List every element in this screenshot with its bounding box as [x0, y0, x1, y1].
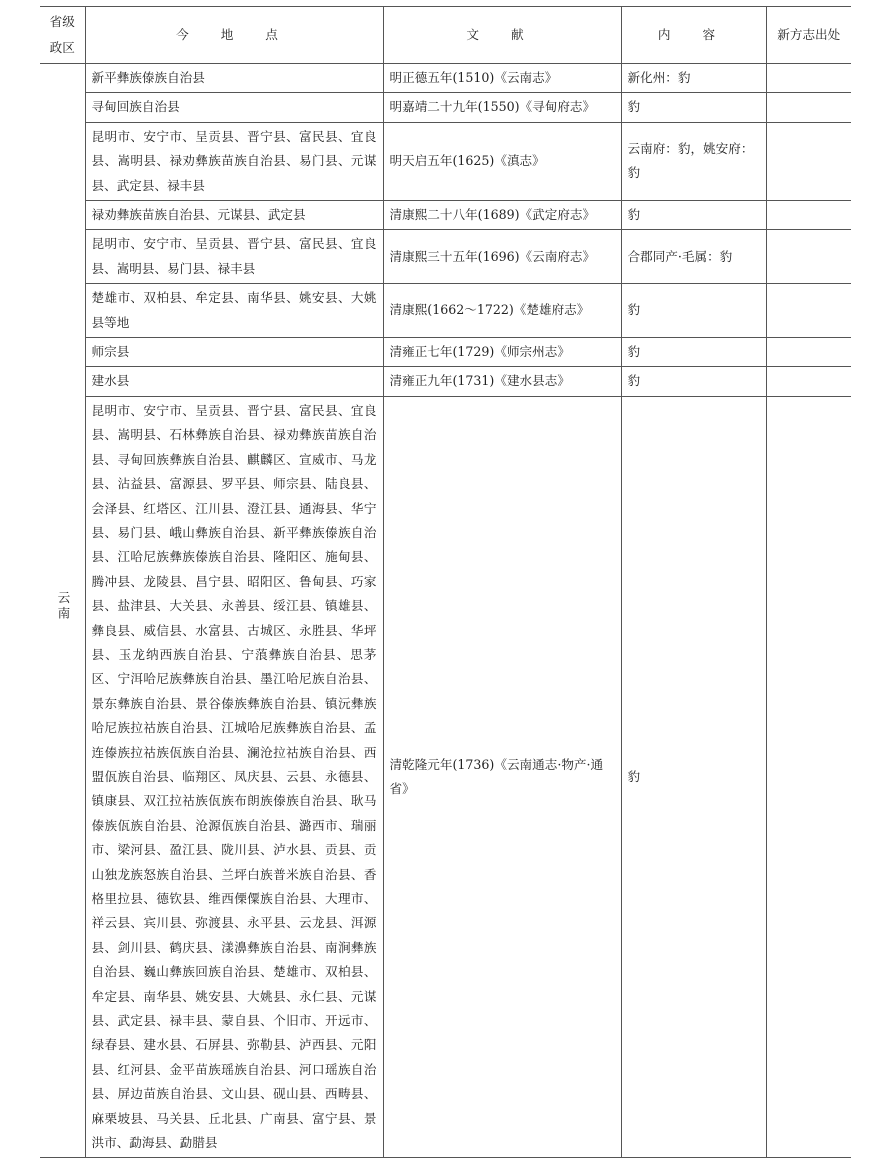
source-cell: 清雍正七年(1729)《师宗州志》 — [383, 338, 621, 367]
source-cell: 明嘉靖二十九年(1550)《寻甸府志》 — [383, 93, 621, 122]
place-cell: 师宗县 — [85, 338, 383, 367]
province-cell — [40, 64, 85, 1158]
source-cell: 清康熙三十五年(1696)《云南府志》 — [383, 230, 621, 284]
table-row — [40, 201, 851, 230]
new-gazetteer-cell — [766, 201, 851, 230]
header-province: 省级 政区 — [40, 7, 85, 64]
place-cell: 昆明市、安宁市、呈贡县、晋宁县、富民县、宜良县、嵩明县、易门县、禄丰县 — [85, 230, 383, 284]
gazetteer-table — [40, 6, 851, 1158]
content-cell: 豹 — [621, 367, 766, 396]
gazetteer-table-page — [40, 6, 851, 1158]
table-row — [40, 284, 851, 338]
place-cell: 昆明市、安宁市、呈贡县、晋宁县、富民县、宜良县、嵩明县、禄劝彝族苗族自治县、易门县、元谋县、武定县、禄丰县 — [85, 122, 383, 200]
content-cell: 豹 — [621, 284, 766, 338]
table-row — [40, 122, 851, 200]
place-cell: 昆明市、安宁市、呈贡县、晋宁县、富民县、宜良县、嵩明县、石林彝族自治县、禄劝彝族苗族自治县、寻甸回族彝族自治县、麒麟区、宣威市、马龙县、沾益县、富源县、罗平县、师宗县、陆良县、会泽县、红塔区、江川县、澄江县、通海县、华宁县、易门县、峨山彝族自治县、新平彝族傣族自治县、江哈尼族彝族傣族自治县、隆阳区、施甸县、腾冲县、龙陵县、昌宁县、昭阳区、鲁甸县、巧家县、盐津县、大关县、永善县、绥江县、镇雄县、彝良县、威信县、水富县、古城区、永胜县、华坪县、玉龙纳西族自治县、宁蒗彝族自治县、思茅区、宁洱哈尼族彝族自治县、墨江哈尼族自治县、景东彝族自治县、景谷傣族彝族自治县、镇沅彝族哈尼族拉祜族自治县、江城哈尼族彝族自治县、孟连傣族拉祜族佤族自治县、澜沧拉祜族自治县、西盟佤族自治县、临翔区、凤庆县、云县、永德县、镇康县、双江拉祜族佤族布朗族傣族自治县、耿马傣族佤族自治县、沧源佤族自治县、潞西市、瑞丽市、梁河县、盈江县、陇川县、泸水县、贡县、贡山独龙族怒族自治县、兰坪白族普米族自治县、香格里拉县、德钦县、维西傈僳族自治县、大理市、祥云县、宾川县、弥渡县、永平县、云龙县、洱源县、剑川县、鹤庆县、漾濞彝族自治县、南涧彝族自治县、巍山彝族回族自治县、楚雄市、双柏县、牟定县、南华县、姚安县、大姚县、永仁县、元谋县、武定县、禄丰县、蒙自县、个旧市、开远市、绿春县、建水县、石屏县、弥勒县、泸西县、元阳县、红河县、金平苗族瑶族自治县、河口瑶族自治县、屏边苗族自治县、文山县、砚山县、西畴县、麻栗坡县、马关县、丘北县、广南县、富宁县、景洪市、勐海县、勐腊县 — [85, 396, 383, 1158]
place-cell: 禄劝彝族苗族自治县、元谋县、武定县 — [85, 201, 383, 230]
content-cell: 豹 — [621, 338, 766, 367]
new-gazetteer-cell — [766, 64, 851, 93]
header-new-gazetteer: 新方志出处 — [766, 7, 851, 64]
new-gazetteer-cell — [766, 367, 851, 396]
header-content: 内 容 — [621, 7, 766, 64]
place-cell: 新平彝族傣族自治县 — [85, 64, 383, 93]
table-row — [40, 367, 851, 396]
source-cell: 清乾隆元年(1736)《云南通志·物产·通省》 — [383, 396, 621, 1158]
new-gazetteer-cell — [766, 396, 851, 1158]
new-gazetteer-cell — [766, 230, 851, 284]
source-cell: 清康熙(1662～1722)《楚雄府志》 — [383, 284, 621, 338]
province-label: 云南 — [55, 590, 71, 623]
table-row — [40, 230, 851, 284]
table-row — [40, 64, 851, 93]
content-cell: 豹 — [621, 93, 766, 122]
source-cell: 明正德五年(1510)《云南志》 — [383, 64, 621, 93]
header-source: 文 献 — [383, 7, 621, 64]
table-row — [40, 93, 851, 122]
header-place: 今 地 点 — [85, 7, 383, 64]
source-cell: 清康熙二十八年(1689)《武定府志》 — [383, 201, 621, 230]
new-gazetteer-cell — [766, 93, 851, 122]
content-cell: 豹 — [621, 396, 766, 1158]
place-cell: 建水县 — [85, 367, 383, 396]
new-gazetteer-cell — [766, 122, 851, 200]
content-cell: 合郡同产·毛属：豹 — [621, 230, 766, 284]
source-cell: 清雍正九年(1731)《建水县志》 — [383, 367, 621, 396]
source-cell: 明天启五年(1625)《滇志》 — [383, 122, 621, 200]
table-header-row — [40, 7, 851, 64]
table-row — [40, 338, 851, 367]
content-cell: 豹 — [621, 201, 766, 230]
new-gazetteer-cell — [766, 284, 851, 338]
table-row — [40, 396, 851, 1158]
place-cell: 寻甸回族自治县 — [85, 93, 383, 122]
content-cell: 云南府：豹，姚安府：豹 — [621, 122, 766, 200]
content-cell: 新化州：豹 — [621, 64, 766, 93]
place-cell: 楚雄市、双柏县、牟定县、南华县、姚安县、大姚县等地 — [85, 284, 383, 338]
new-gazetteer-cell — [766, 338, 851, 367]
